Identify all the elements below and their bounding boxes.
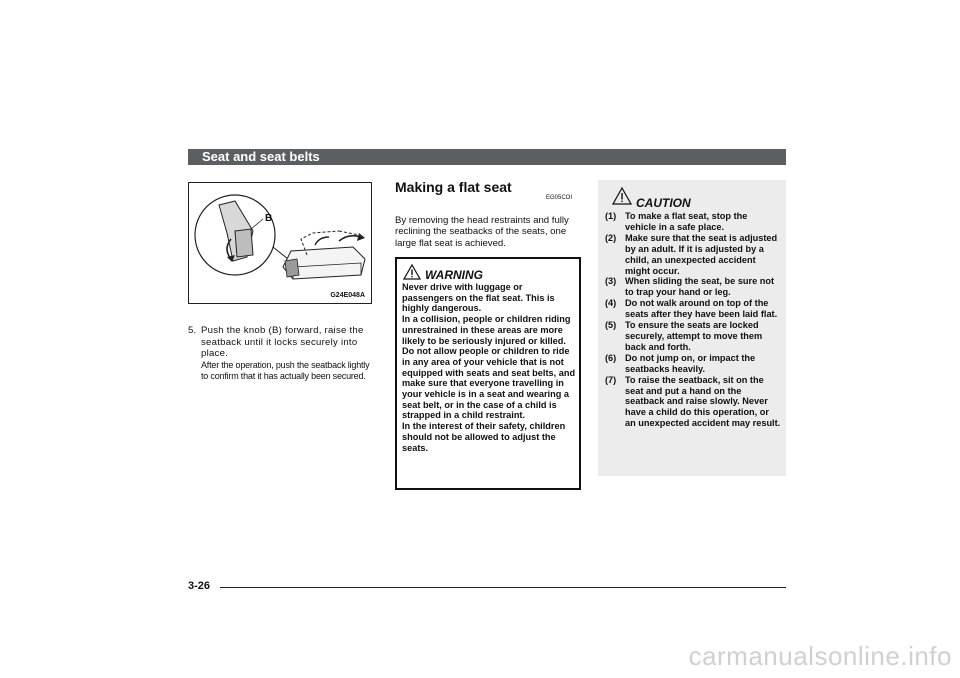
illustration-drawing — [189, 183, 373, 305]
caution-item-number: (3) — [605, 276, 617, 287]
warning-icon — [403, 263, 421, 281]
caution-item-text: To ensure the seats are locked securely, attempt to move them back and forth. — [625, 320, 763, 352]
caution-item-text: To raise the seatback, sit on the seat and put a hand on the seatback and raise slowly. Never have a child do this operation, or an unexpected accident may result. — [625, 374, 781, 429]
caution-item-text: To make a flat seat, stop the vehicle in a safe place. — [625, 211, 748, 232]
section-title: Making a flat seat — [395, 179, 512, 195]
caution-item-text: Make sure that the seat is adjusted by an adult. If it is adjusted by a child, an unexpected accident might occur. — [625, 232, 778, 276]
step-5 — [188, 325, 378, 383]
caution-item-text: Do not walk around on top of the seats after they have been laid flat. — [625, 298, 778, 320]
caution-list — [605, 211, 781, 429]
caution-item — [605, 276, 781, 298]
section-intro: By removing the head restraints and fully reclining the seatbacks of the seats, one large flat seat is achieved. — [395, 215, 569, 249]
caution-item-number: (2) — [605, 232, 617, 243]
warning-paragraph: Do not allow people or children to ride in any area of your vehicle that is not equipped with seats and seat belts, and make sure that everyone travelling in your vehicle is in a seat and wearing a seat belt, or in the case of a child is strapped in a child restraint. — [402, 346, 576, 421]
step-number: 5. — [188, 325, 197, 336]
caution-item — [605, 353, 781, 375]
watermark: carmanualsonline.info — [688, 641, 952, 671]
warning-header — [403, 263, 483, 282]
section-code: EG05COI — [546, 195, 573, 201]
seatback-knob-illustration — [188, 182, 372, 304]
caution-icon — [612, 186, 632, 206]
label-b: B — [265, 213, 273, 224]
step-text: Push the knob (B) forward, raise the seatback until it locks securely into place. — [201, 325, 364, 359]
footer-rule — [220, 587, 786, 588]
caution-item — [605, 320, 781, 353]
caution-item-number: (1) — [605, 211, 617, 221]
warning-paragraph: In the interest of their safety, children should not be allowed to adjust the seats. — [402, 421, 566, 453]
caution-item — [605, 375, 781, 430]
warning-paragraph: In a collision, people or children riding unrestrained in these areas are more likely to be seriously injured or killed. — [402, 314, 571, 346]
section-header-title: Seat and seat belts — [202, 149, 320, 164]
caution-item-number: (6) — [605, 352, 617, 363]
caution-item — [605, 233, 781, 277]
caution-item-text: Do not jump on, or impact the seatbacks heavily. — [625, 352, 756, 374]
header-bar — [188, 149, 786, 165]
caution-item-text: When sliding the seat, be sure not to trap your hand or leg. — [625, 276, 775, 298]
caution-header — [612, 186, 691, 210]
caution-item-number: (7) — [605, 374, 617, 385]
warning-label: WARNING — [425, 268, 483, 282]
page-number: 3-26 — [188, 580, 211, 592]
caution-item-number: (4) — [605, 298, 617, 309]
caution-item — [605, 298, 781, 320]
warning-box — [395, 257, 581, 490]
step-note: After the operation, push the seatback lightly to confirm that it has actually been secured. — [201, 359, 370, 381]
warning-paragraph: Never drive with luggage or passengers on the flat seat. This is highly dangerous. — [402, 282, 555, 314]
caution-box — [598, 180, 786, 476]
caution-item-number: (5) — [605, 320, 617, 331]
caution-label: CAUTION — [636, 196, 691, 210]
figure-code: G24E048A — [330, 292, 365, 299]
warning-text — [402, 282, 576, 453]
caution-item — [605, 211, 781, 233]
